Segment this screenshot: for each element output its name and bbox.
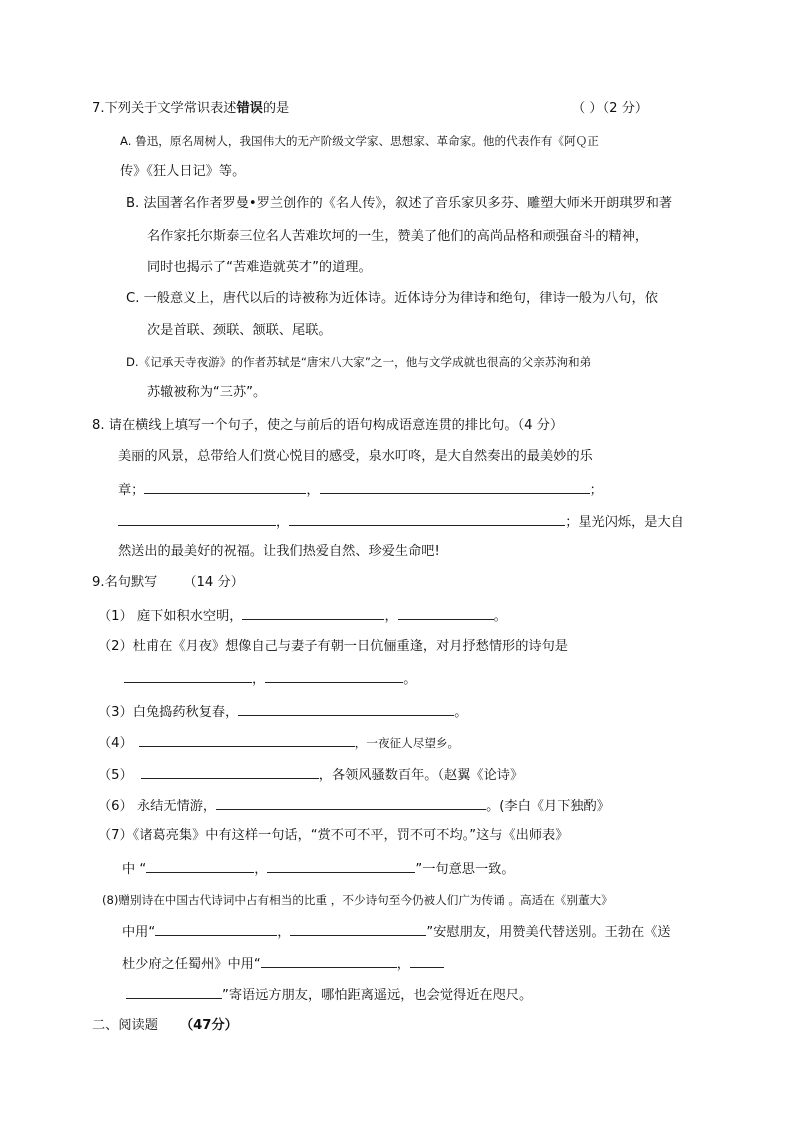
q7-option-c-line1: C. 一般意义上，唐代以后的诗被称为近体诗。近体诗分为律诗和绝句，律诗一般为八句，依: [126, 291, 658, 306]
q9-item-8: (8)赠别诗在中国古代诗词中占有相当的比重 ，不少诗句至今仍被人们广为传诵 。高适在《别董大》: [102, 893, 613, 907]
q9-item-7: （7）《诸葛亮集》中有这样一句话，“赏不可不平，罚不可不均。”这与《出师表》: [98, 828, 569, 843]
q7-option-d-line2: 苏辙被称为“三苏”。: [147, 385, 267, 400]
q7-option-c-line2: 次是首联、颈联、颔联、尾联。: [147, 323, 332, 338]
q9-8-blank-1[interactable]: [155, 922, 277, 936]
q9-item-7-answer: 中 “ ， ”一句意思一致。: [122, 859, 515, 879]
q9-8-blank-2[interactable]: [290, 922, 426, 936]
q9-item-8-line2: 中用“ ， ”安慰朋友，用赞美代替送别。王勃在《送: [122, 922, 671, 942]
q9-3-blank[interactable]: [238, 702, 454, 716]
q9-item-5: （5） ，各领风骚数百年。（赵翼《论诗》: [98, 765, 523, 785]
q9-item-1: （1） 庭下如积水空明， ， 。: [98, 606, 507, 626]
section-2-heading: 二、阅读题 （47分）: [92, 1018, 238, 1033]
q7-answer-paren[interactable]: （ ）（2 分）: [572, 101, 649, 116]
q7-option-b-line2: 名作家托尔斯泰三位名人苦难坎坷的一生，赞美了他们的高尚品格和顽强奋斗的精神，: [147, 229, 649, 244]
q9-item-2: （2）杜甫在《月夜》想像自己与妻子有朝一日伉俪重逢，对月抒愁情形的诗句是: [98, 639, 568, 654]
q8-stem: 8. 请在横线上填写一个句子，使之与前后的语句构成语意连贯的排比句。（4 分）: [92, 418, 564, 433]
q9-item-4: （4） ，一夜征人尽望乡。: [98, 733, 459, 753]
q7-option-b-line1: B. 法国著名作者罗曼•罗兰创作的《名人传》，叙述了音乐家贝多芬、雕塑大师米开朗琪罗和著: [126, 196, 673, 211]
q8-blank-2[interactable]: [320, 480, 590, 494]
q7-option-d-line1: D.《记承天寺夜游》的作者苏轼是“唐宋八大家”之一，他与文学成就也很高的父亲苏洵和弟: [126, 355, 592, 369]
q9-1-blank-1[interactable]: [242, 606, 384, 620]
q9-2-blank-1[interactable]: [124, 669, 252, 683]
q8-passage-line2: 章； ， ；: [118, 480, 603, 500]
q8-passage-line3: ， ；星光闪烁，是大自: [118, 512, 684, 532]
q8-blank-1[interactable]: [144, 480, 306, 494]
q9-title: 9.名句默写 （14 分）: [92, 575, 244, 590]
q9-7-blank-2[interactable]: [267, 859, 415, 873]
q8-passage-line4: 然送出的最美好的祝福。让我们热爱自然、珍爱生命吧!: [118, 544, 440, 559]
q7-option-a-line2: 传》《狂人日记》等。: [120, 164, 246, 179]
q9-4-blank[interactable]: [139, 733, 355, 747]
q7-option-a-line1: A. 鲁迅，原名周树人，我国伟大的无产阶级文学家、思想家、革命家。他的代表作有《阿Ｑ正: [120, 134, 599, 148]
q9-6-blank[interactable]: [216, 796, 486, 810]
q9-item-8-line3: 杜少府之任蜀州》中用“ ，: [122, 954, 444, 974]
q9-2-blank-2[interactable]: [265, 669, 403, 683]
q8-blank-3[interactable]: [118, 512, 276, 526]
q9-item-3: （3）白兔捣药秋复春， 。: [98, 702, 467, 722]
q9-1-blank-2[interactable]: [398, 606, 494, 620]
q9-7-blank-1[interactable]: [146, 859, 254, 873]
q9-item-8-line4: ”寄语远方朋友，哪怕距离遥远，也会觉得近在咫尺。: [126, 985, 532, 1005]
q7-option-b-line3: 同时也揭示了“苦难造就英才”的道理。: [147, 260, 372, 275]
q7-stem: 7.下列关于文学常识表述错误的是: [92, 101, 290, 116]
q9-item-2-answer: ， 。: [124, 669, 416, 689]
q8-blank-4[interactable]: [289, 512, 565, 526]
q9-5-blank[interactable]: [141, 765, 319, 779]
q8-passage-line1: 美丽的风景，总带给人们赏心悦目的感受，泉水叮咚，是大自然奏出的最美妙的乐: [118, 449, 593, 464]
q9-8-blank-4b[interactable]: [126, 985, 222, 999]
q9-8-blank-3[interactable]: [261, 954, 397, 968]
q9-8-blank-4a[interactable]: [410, 954, 444, 968]
q9-item-6: （6） 永结无情游， 。(李白《月下独酌》: [98, 796, 610, 816]
